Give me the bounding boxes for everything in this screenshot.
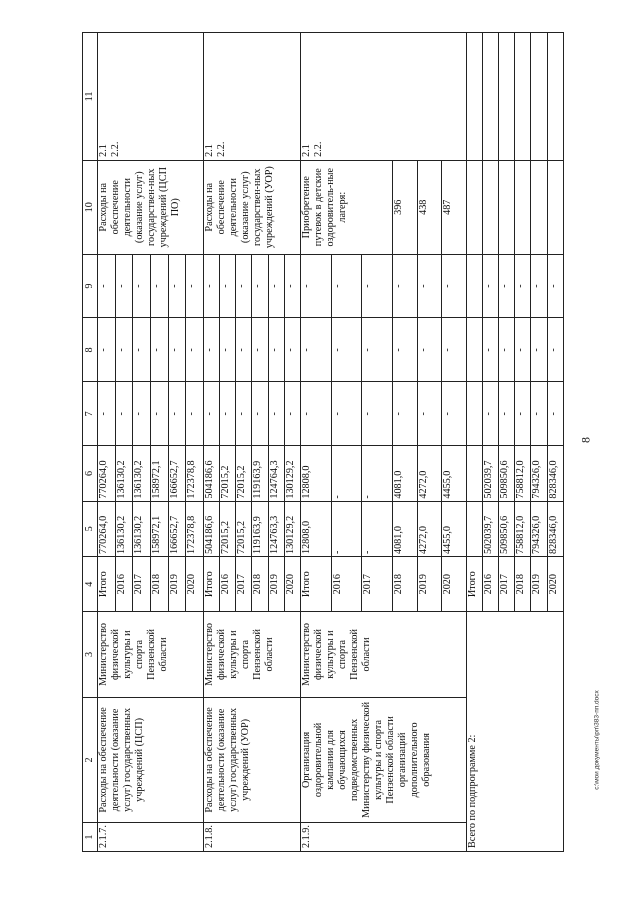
value-regional: 4455,0 (442, 446, 467, 501)
value-local: - (499, 318, 515, 382)
value-total: 4081,0 (393, 501, 417, 556)
purpose-cell: Приобретение путевок в детские оздоровитель-ные лагеря: (300, 160, 392, 254)
value-total: 136130,2 (133, 501, 151, 556)
value-federal: - (203, 382, 219, 446)
value-total: 4455,0 (442, 501, 467, 556)
value-local: - (362, 318, 393, 382)
event-name: Расходы на обеспечение деятельности (оказание услуг) государственных учреждений (ЦСП) (98, 697, 204, 823)
period-cell: Итого (300, 557, 331, 612)
value-other: - (442, 254, 467, 318)
value-total: 794326,0 (531, 501, 547, 556)
period-cell: 2019 (531, 557, 547, 612)
purpose-empty (547, 160, 563, 254)
value-federal: - (499, 382, 515, 446)
column-header: 9 (83, 254, 98, 318)
value-local: - (442, 318, 467, 382)
value-regional (466, 446, 482, 501)
value-federal: - (393, 382, 417, 446)
value-regional: 770264,0 (98, 446, 116, 501)
period-cell: 2020 (284, 557, 300, 612)
column-header: 11 (83, 33, 98, 161)
indicators-cell: 2.1 2.2. (203, 33, 300, 161)
value-regional: 124764,3 (268, 446, 284, 501)
value-local: - (186, 318, 204, 382)
column-header: 10 (83, 160, 98, 254)
value-total: 758812,0 (515, 501, 531, 556)
value-regional: 172378,8 (186, 446, 204, 501)
value-local: - (284, 318, 300, 382)
indicators-empty (499, 33, 515, 161)
value-total: 12808,0 (300, 501, 331, 556)
period-cell: 2019 (168, 557, 186, 612)
period-cell: 2019 (268, 557, 284, 612)
page-number: 8 (578, 437, 593, 443)
period-cell: 2016 (220, 557, 236, 612)
executor: Министерство физической культуры и спорта Пензенской области (203, 612, 300, 697)
value-federal (466, 382, 482, 446)
value-total: - (331, 501, 362, 556)
period-cell: Итого (98, 557, 116, 612)
value-total: 172378,8 (186, 501, 204, 556)
value-total: 124763,3 (268, 501, 284, 556)
value-regional: 758812,0 (515, 446, 531, 501)
value-local: - (417, 318, 441, 382)
executor: Министерство физической культуры и спорта Пензенской области (98, 612, 204, 697)
value-other: - (203, 254, 219, 318)
purpose-value: 438 (417, 160, 441, 254)
period-cell: 2017 (133, 557, 151, 612)
value-regional: 158972,1 (150, 446, 168, 501)
value-regional: 4272,0 (417, 446, 441, 501)
value-other: - (150, 254, 168, 318)
value-regional: 130129,2 (284, 446, 300, 501)
period-cell: 2020 (547, 557, 563, 612)
table-body (98, 33, 564, 852)
value-federal: - (115, 382, 133, 446)
purpose-empty (515, 160, 531, 254)
period-cell: Итого (203, 557, 219, 612)
period-cell: 2016 (482, 557, 498, 612)
row-number: 2.1.9. (300, 823, 466, 852)
value-federal: - (268, 382, 284, 446)
value-local: - (482, 318, 498, 382)
value-total: 166652,7 (168, 501, 186, 556)
value-total: 4272,0 (417, 501, 441, 556)
table-row (98, 33, 116, 852)
purpose-empty (466, 160, 482, 254)
purpose-empty (482, 160, 498, 254)
value-regional: 502039,7 (482, 446, 498, 501)
value-other: - (186, 254, 204, 318)
value-total: 72015,2 (220, 501, 236, 556)
value-local: - (300, 318, 331, 382)
value-other: - (482, 254, 498, 318)
value-federal: - (168, 382, 186, 446)
period-cell: 2018 (393, 557, 417, 612)
value-federal: - (442, 382, 467, 446)
value-federal: - (300, 382, 331, 446)
value-federal: - (515, 382, 531, 446)
value-other: - (252, 254, 268, 318)
value-federal: - (482, 382, 498, 446)
column-header: 3 (83, 612, 98, 697)
value-local: - (547, 318, 563, 382)
value-local (466, 318, 482, 382)
value-local: - (133, 318, 151, 382)
value-local: - (252, 318, 268, 382)
value-federal: - (547, 382, 563, 446)
table-row (300, 33, 331, 852)
period-cell: 2016 (331, 557, 362, 612)
footer-file-path: c:\мои документы\рп\383-пп.docx (593, 690, 601, 790)
value-other: - (499, 254, 515, 318)
purpose-cell: Расходы на обеспечение деятельности (оказание услуг) государствен-ных учреждений (УОР) (203, 160, 300, 254)
value-total: 130129,2 (284, 501, 300, 556)
event-name: Организация оздоровительной кампании для обучающихся подведомственных Министерству физической культуры и спорта Пензенской области организаций дополнительного образования (300, 697, 466, 823)
value-total: 770264,0 (98, 501, 116, 556)
value-federal: - (98, 382, 116, 446)
value-other: - (115, 254, 133, 318)
indicators-empty (515, 33, 531, 161)
value-local: - (203, 318, 219, 382)
value-regional: 119163,9 (252, 446, 268, 501)
value-other: - (362, 254, 393, 318)
value-total: 72015,2 (236, 501, 252, 556)
purpose-value: 487 (442, 160, 467, 254)
period-cell: 2018 (515, 557, 531, 612)
period-cell: 2020 (186, 557, 204, 612)
period-cell: Итого (466, 557, 482, 612)
value-federal: - (236, 382, 252, 446)
value-local: - (531, 318, 547, 382)
value-other (466, 254, 482, 318)
value-local: - (515, 318, 531, 382)
period-cell: 2018 (150, 557, 168, 612)
value-local: - (236, 318, 252, 382)
value-regional: 72015,2 (220, 446, 236, 501)
value-federal: - (331, 382, 362, 446)
value-federal: - (186, 382, 204, 446)
value-federal: - (362, 382, 393, 446)
value-federal: - (284, 382, 300, 446)
period-cell: 2017 (499, 557, 515, 612)
period-cell: 2017 (236, 557, 252, 612)
indicators-empty (482, 33, 498, 161)
value-total: 509850,6 (499, 501, 515, 556)
rotated-table-container (82, 32, 564, 852)
value-other: - (98, 254, 116, 318)
value-regional: 136130,2 (133, 446, 151, 501)
program-table (82, 32, 564, 852)
column-header: 2 (83, 697, 98, 823)
value-regional: 794326,0 (531, 446, 547, 501)
value-federal: - (417, 382, 441, 446)
row-number: 2.1.8. (203, 823, 300, 852)
value-total: 504186,6 (203, 501, 219, 556)
purpose-cell: Расходы на обеспечение деятельности (оказание услуг) государствен-ных учреждений (ЦСП ПО) (98, 160, 204, 254)
value-total: - (362, 501, 393, 556)
column-header: 7 (83, 382, 98, 446)
value-local: - (115, 318, 133, 382)
value-regional: 166652,7 (168, 446, 186, 501)
value-federal: - (531, 382, 547, 446)
value-other: - (133, 254, 151, 318)
value-other: - (236, 254, 252, 318)
column-header: 6 (83, 446, 98, 501)
value-federal: - (220, 382, 236, 446)
value-local: - (220, 318, 236, 382)
value-other: - (515, 254, 531, 318)
value-other: - (331, 254, 362, 318)
column-header: 5 (83, 501, 98, 556)
value-other: - (284, 254, 300, 318)
value-total: 502039,7 (482, 501, 498, 556)
value-other: - (268, 254, 284, 318)
value-regional: 12808,0 (300, 446, 331, 501)
total-row (466, 33, 482, 852)
period-cell: 2017 (362, 557, 393, 612)
purpose-value: 396 (393, 160, 417, 254)
value-regional: 4081,0 (393, 446, 417, 501)
period-cell: 2019 (417, 557, 441, 612)
value-federal: - (150, 382, 168, 446)
value-federal: - (252, 382, 268, 446)
value-total (466, 501, 482, 556)
value-other: - (417, 254, 441, 318)
event-name: Расходы на обеспечение деятельности (оказание услуг) государственных учреждений (УОР) (203, 697, 300, 823)
value-regional: 504186,6 (203, 446, 219, 501)
value-other: - (300, 254, 331, 318)
column-header: 1 (83, 823, 98, 852)
value-local: - (168, 318, 186, 382)
value-local: - (331, 318, 362, 382)
value-other: - (168, 254, 186, 318)
value-federal: - (133, 382, 151, 446)
value-regional: 136130,2 (115, 446, 133, 501)
value-regional: 72015,2 (236, 446, 252, 501)
value-regional: 828346,0 (547, 446, 563, 501)
indicators-empty (547, 33, 563, 161)
value-regional: 509850,6 (499, 446, 515, 501)
period-cell: 2018 (252, 557, 268, 612)
value-total: 119163,9 (252, 501, 268, 556)
value-total: 828346,0 (547, 501, 563, 556)
value-local: - (393, 318, 417, 382)
indicators-cell: 2.1 2.2. (98, 33, 204, 161)
period-cell: 2016 (115, 557, 133, 612)
period-cell: 2020 (442, 557, 467, 612)
column-header: 8 (83, 318, 98, 382)
total-label: Всего по подпрограмме 2: (466, 612, 563, 852)
executor: Министерство физической культуры и спорта Пензенской области (300, 612, 466, 697)
value-local: - (268, 318, 284, 382)
indicators-cell: 2.1 2.2. (300, 33, 466, 161)
indicators-empty (531, 33, 547, 161)
value-other: - (393, 254, 417, 318)
value-total: 158972,1 (150, 501, 168, 556)
purpose-empty (499, 160, 515, 254)
row-number: 2.1.7. (98, 823, 204, 852)
value-regional: - (331, 446, 362, 501)
value-total: 136130,2 (115, 501, 133, 556)
table-row (203, 33, 219, 852)
header-row (83, 33, 98, 852)
column-header: 4 (83, 557, 98, 612)
value-other: - (220, 254, 236, 318)
value-regional: - (362, 446, 393, 501)
value-local: - (150, 318, 168, 382)
value-local: - (98, 318, 116, 382)
indicators-empty (466, 33, 482, 161)
value-other: - (531, 254, 547, 318)
value-other: - (547, 254, 563, 318)
purpose-empty (531, 160, 547, 254)
